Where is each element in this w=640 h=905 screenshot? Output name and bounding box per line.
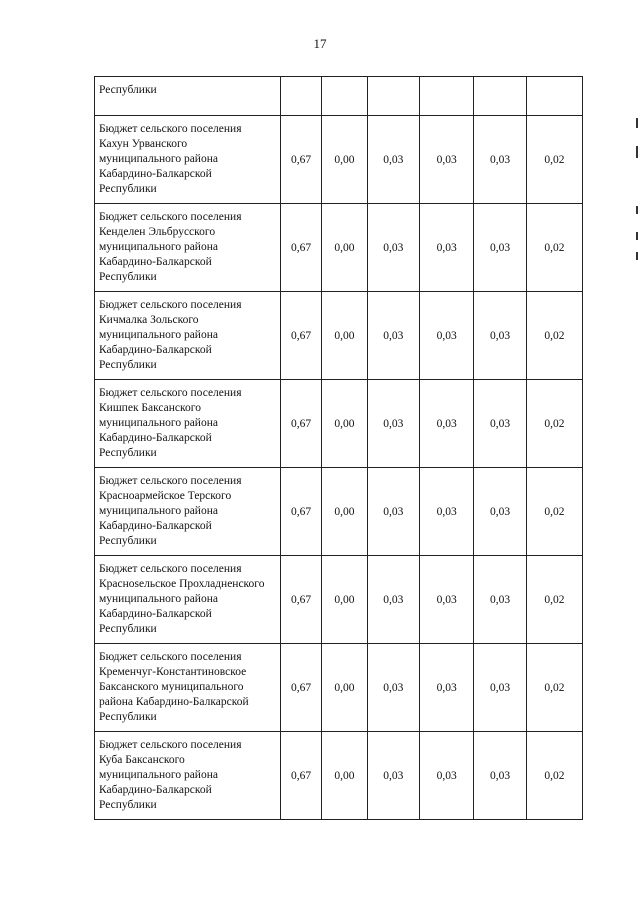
- value-cell: 0,67: [280, 380, 322, 468]
- budget-name-cell: [95, 556, 281, 644]
- budget-name-line: Баксанского муниципального: [99, 681, 244, 693]
- scan-edge-mark: [636, 232, 638, 240]
- value-cell: 0,03: [367, 556, 419, 644]
- value-cell: 0,67: [280, 556, 322, 644]
- budget-name-line: Бюджет сельского поселения: [99, 123, 242, 135]
- value-cell: 0,00: [322, 644, 367, 732]
- value-cell: 0,03: [420, 732, 474, 820]
- budget-name-line: Республики: [99, 447, 157, 459]
- value-cell: 0,03: [420, 644, 474, 732]
- budget-name-line: Кабардино-Балкарской: [99, 784, 212, 796]
- table-row: [95, 468, 583, 556]
- value-cell: 0,03: [367, 116, 419, 204]
- value-cell: 0,02: [526, 204, 582, 292]
- budget-name-line: Кабардино-Балкарской: [99, 344, 212, 356]
- value-cell: [280, 77, 322, 116]
- budget-name-line: Кабардино-Балкарской: [99, 608, 212, 620]
- value-cell: 0,03: [420, 556, 474, 644]
- value-cell: 0,02: [526, 556, 582, 644]
- scan-edge-mark: [636, 146, 638, 158]
- budget-name-cell: Республики: [95, 77, 281, 116]
- budget-name-line: Кабардино-Балкарской: [99, 432, 212, 444]
- value-cell: 0,00: [322, 380, 367, 468]
- budget-name-cell: [95, 380, 281, 468]
- value-cell: 0,02: [526, 644, 582, 732]
- value-cell: 0,00: [322, 556, 367, 644]
- value-cell: 0,02: [526, 732, 582, 820]
- budget-name-cell: [95, 732, 281, 820]
- budget-name-line: Краснosельское Прохладненского: [99, 578, 265, 590]
- value-cell: 0,03: [474, 292, 526, 380]
- budget-name-cell: [95, 468, 281, 556]
- budget-name-line: Куба Баксанского: [99, 754, 185, 766]
- budget-name-line: муниципального района: [99, 505, 218, 517]
- value-cell: 0,00: [322, 116, 367, 204]
- table-row: [95, 116, 583, 204]
- page-number: 17: [313, 36, 327, 51]
- value-cell: 0,02: [526, 380, 582, 468]
- value-cell: 0,67: [280, 732, 322, 820]
- value-cell: [474, 77, 526, 116]
- value-cell: 0,03: [474, 732, 526, 820]
- budget-name-cell: [95, 204, 281, 292]
- budget-name-line: района Кабардино-Балкарской: [99, 696, 249, 708]
- budget-name-line: Бюджет сельского поселения: [99, 563, 242, 575]
- value-cell: 0,03: [420, 380, 474, 468]
- value-cell: 0,03: [367, 380, 419, 468]
- budget-name-line: Бюджет сельского поселения: [99, 651, 242, 663]
- value-cell: 0,00: [322, 732, 367, 820]
- budget-name-line: Кахун Урванского: [99, 138, 188, 150]
- budget-name-line: Республики: [99, 271, 157, 283]
- budget-name-line: Красноармейское Терского: [99, 490, 232, 502]
- scan-edge-mark: [636, 206, 638, 214]
- budget-name-line: Кабардино-Балкарской: [99, 168, 212, 180]
- value-cell: 0,02: [526, 468, 582, 556]
- value-cell: 0,03: [420, 468, 474, 556]
- value-cell: 0,03: [367, 644, 419, 732]
- budget-name-line: муниципального района: [99, 417, 218, 429]
- value-cell: 0,67: [280, 116, 322, 204]
- value-cell: [526, 77, 582, 116]
- value-cell: 0,03: [367, 732, 419, 820]
- budget-name-line: Республики: [99, 623, 157, 635]
- budget-name-line: Республики: [99, 799, 157, 811]
- budget-name-line: Республики: [99, 711, 157, 723]
- budget-name-line: Кичмалка Зольского: [99, 314, 199, 326]
- value-cell: 0,03: [367, 468, 419, 556]
- value-cell: 0,03: [474, 116, 526, 204]
- budget-name-line: Бюджет сельского поселения: [99, 739, 242, 751]
- budget-name-line: Бюджет сельского поселения: [99, 475, 242, 487]
- budget-name-line: Бюджет сельского поселения: [99, 387, 242, 399]
- budget-name-line: Кременчуг-Константиновское: [99, 666, 247, 678]
- budget-name-cell: [95, 644, 281, 732]
- value-cell: [322, 77, 367, 116]
- value-cell: 0,67: [280, 204, 322, 292]
- budget-name-line: Республики: [99, 183, 157, 195]
- value-cell: 0,00: [322, 292, 367, 380]
- scan-edge-mark: [636, 252, 638, 260]
- value-cell: 0,67: [280, 468, 322, 556]
- budget-name-line: Республики: [99, 535, 157, 547]
- budget-name-line: Кабардино-Балкарской: [99, 256, 212, 268]
- value-cell: 0,03: [420, 116, 474, 204]
- value-cell: 0,00: [322, 468, 367, 556]
- value-cell: 0,00: [322, 204, 367, 292]
- value-cell: 0,67: [280, 644, 322, 732]
- value-cell: 0,03: [474, 204, 526, 292]
- table-row: [95, 380, 583, 468]
- budget-name-cell: [95, 292, 281, 380]
- table-row: [95, 204, 583, 292]
- value-cell: 0,03: [474, 380, 526, 468]
- value-cell: 0,03: [367, 204, 419, 292]
- budget-name-line: муниципального района: [99, 593, 218, 605]
- budget-name-line: муниципального района: [99, 153, 218, 165]
- value-cell: [420, 77, 474, 116]
- value-cell: 0,03: [474, 468, 526, 556]
- value-cell: [367, 77, 419, 116]
- budget-name-line: муниципального района: [99, 329, 218, 341]
- value-cell: 0,03: [367, 292, 419, 380]
- value-cell: 0,02: [526, 116, 582, 204]
- budget-name-line: Бюджет сельского поселения: [99, 211, 242, 223]
- budget-name-line: Кабардино-Балкарской: [99, 520, 212, 532]
- budget-name-line: муниципального района: [99, 769, 218, 781]
- budget-name-line: муниципального района: [99, 241, 218, 253]
- table-row: [95, 644, 583, 732]
- value-cell: 0,02: [526, 292, 582, 380]
- value-cell: 0,03: [420, 292, 474, 380]
- budget-name-cell: [95, 116, 281, 204]
- budget-distribution-table: [94, 76, 583, 820]
- budget-name-line: Республики: [99, 359, 157, 371]
- table-row: [95, 556, 583, 644]
- budget-name-line: Кишпек Баксанского: [99, 402, 201, 414]
- table-row: [95, 292, 583, 380]
- table-row: [95, 732, 583, 820]
- budget-name-line: Кенделен Эльбрусского: [99, 226, 216, 238]
- value-cell: 0,03: [474, 556, 526, 644]
- value-cell: 0,03: [420, 204, 474, 292]
- scan-edge-mark: [636, 118, 638, 128]
- budget-name-line: Бюджет сельского поселения: [99, 299, 242, 311]
- table-row-continuation: [95, 77, 583, 116]
- value-cell: 0,03: [474, 644, 526, 732]
- value-cell: 0,67: [280, 292, 322, 380]
